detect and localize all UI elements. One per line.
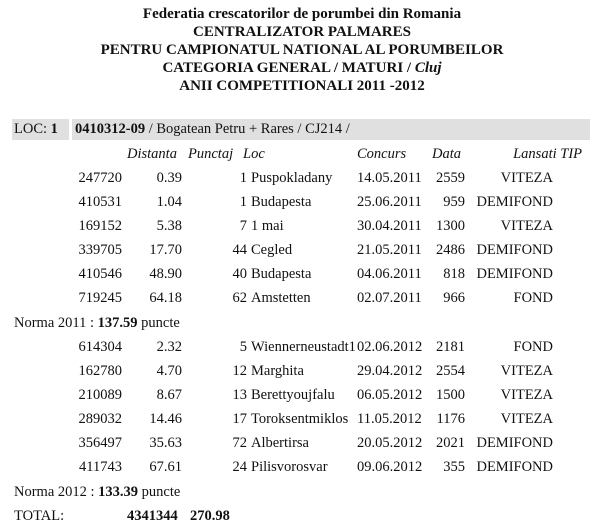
table-row: [0, 410, 604, 434]
header-lansati-tip: Lansati TIP: [513, 146, 582, 162]
cell-concurs: 1 mai: [251, 218, 284, 234]
cell-tip: DEMIFOND: [476, 459, 553, 475]
cell-lansati: 1500: [436, 387, 465, 403]
cell-loc: 62: [232, 290, 247, 306]
total-distanta: 4341344: [127, 508, 178, 524]
cell-concurs: Amstetten: [251, 290, 311, 306]
cell-lansati: 966: [443, 290, 465, 306]
cell-tip: DEMIFOND: [476, 266, 553, 282]
total-label: TOTAL:: [14, 508, 65, 524]
cell-distanta: 410546: [78, 266, 122, 282]
norma-label: Norma 2012 :: [14, 484, 99, 500]
cell-data: 29.04.2012: [357, 363, 423, 379]
cell-distanta: 289032: [78, 411, 122, 427]
cell-loc: 24: [232, 459, 247, 475]
total-punctaj: 270.98: [190, 508, 230, 524]
region: Cluj: [414, 60, 442, 76]
norma-unit: puncte: [137, 315, 180, 331]
cell-lansati: 1300: [436, 218, 465, 234]
cell-tip: VITEZA: [500, 170, 553, 186]
table-row: [0, 458, 604, 482]
cell-distanta: 410531: [78, 194, 122, 210]
competition-years: ANII COMPETITIONALI 2011 -2012: [179, 78, 425, 94]
norma-unit: puncte: [138, 484, 181, 500]
header-loc: Loc: [243, 146, 265, 162]
header-data: Data: [432, 146, 461, 162]
cell-loc: 12: [232, 363, 247, 379]
cell-data: 06.05.2012: [357, 387, 423, 403]
cell-data: 02.06.2012: [357, 339, 423, 355]
cell-distanta: 339705: [78, 242, 122, 258]
cell-loc: 13: [232, 387, 247, 403]
cell-punctaj: 5.38: [156, 218, 182, 234]
cell-concurs: Cegled: [251, 242, 293, 258]
cell-lansati: 2554: [436, 363, 465, 379]
cell-tip: DEMIFOND: [476, 435, 553, 451]
owner-details: / Bogatean Petru + Rares / CJ214 /: [145, 121, 350, 137]
cell-punctaj: 48.90: [149, 266, 182, 282]
table-row: [0, 362, 604, 386]
cell-tip: FOND: [513, 339, 553, 355]
cell-punctaj: 35.63: [149, 435, 182, 451]
table-row: [0, 193, 604, 217]
cell-concurs: Pilisvorosvar: [251, 459, 328, 475]
cell-lansati: 2181: [436, 339, 465, 355]
cell-data: 21.05.2011: [357, 242, 422, 258]
championship-title: PENTRU CAMPIONATUL NATIONAL AL PORUMBEILOR: [100, 42, 504, 58]
cell-tip: VITEZA: [500, 363, 553, 379]
cell-data: 04.06.2011: [357, 266, 422, 282]
cell-tip: VITEZA: [500, 387, 553, 403]
cell-tip: VITEZA: [500, 218, 553, 234]
table-row: [0, 289, 604, 313]
cell-loc: 17: [232, 411, 247, 427]
cell-lansati: 959: [443, 194, 465, 210]
table-row: [0, 265, 604, 289]
cell-lansati: 818: [443, 266, 465, 282]
cell-tip: FOND: [513, 290, 553, 306]
cell-punctaj: 67.61: [149, 459, 182, 475]
norma-value: 137.59: [97, 315, 138, 331]
cell-loc: 1: [239, 194, 247, 210]
table-row: [0, 338, 604, 362]
cell-tip: VITEZA: [500, 411, 553, 427]
header-punctaj: Punctaj: [188, 146, 234, 162]
federation-name: Federatia crescatorilor de porumbei din Romania: [142, 6, 462, 22]
loc-label: [14, 120, 58, 138]
cell-data: 02.07.2011: [357, 290, 422, 306]
cell-punctaj: 17.70: [149, 242, 182, 258]
cell-data: 20.05.2012: [357, 435, 423, 451]
table-row: [0, 241, 604, 265]
cell-concurs: Budapesta: [251, 194, 312, 210]
cell-loc: 5: [239, 339, 247, 355]
cell-loc: 7: [239, 218, 247, 234]
cell-punctaj: 0.39: [156, 170, 182, 186]
cell-distanta: 162780: [78, 363, 122, 379]
cell-data: 25.06.2011: [357, 194, 422, 210]
cell-punctaj: 1.04: [156, 194, 182, 210]
cell-punctaj: 14.46: [149, 411, 182, 427]
loc-rank: 1: [50, 121, 58, 137]
ring-number: 0410312-09: [75, 121, 146, 137]
cell-lansati: 2559: [436, 170, 465, 186]
cell-data: 09.06.2012: [357, 459, 423, 475]
cell-punctaj: 2.32: [156, 339, 182, 355]
cell-distanta: 247720: [78, 170, 122, 186]
cell-loc: 40: [232, 266, 247, 282]
header-concurs: Concurs: [357, 146, 407, 162]
cell-lansati: 1176: [436, 411, 465, 427]
cell-loc: 44: [232, 242, 247, 258]
document-title: CENTRALIZATOR PALMARES: [193, 24, 411, 40]
cell-lansati: 2021: [436, 435, 465, 451]
cell-distanta: 356497: [78, 435, 122, 451]
table-row: [0, 434, 604, 458]
cell-lansati: 2486: [436, 242, 465, 258]
table-row: [0, 217, 604, 241]
loc-details: [75, 120, 350, 138]
cell-distanta: 614304: [78, 339, 122, 355]
loc-text: LOC:: [14, 121, 48, 137]
table-row: [0, 169, 604, 193]
table-row: [0, 386, 604, 410]
cell-concurs: Budapesta: [251, 266, 312, 282]
cell-concurs: Berettyoujfalu: [251, 387, 335, 403]
cell-lansati: 355: [443, 459, 465, 475]
cell-data: 11.05.2012: [357, 411, 422, 427]
cell-data: 14.05.2011: [357, 170, 422, 186]
norma-label: Norma 2011 :: [14, 315, 98, 331]
loc-divider: [69, 119, 72, 140]
cell-distanta: 719245: [78, 290, 122, 306]
cell-concurs: Toroksentmiklos: [251, 411, 349, 427]
norma-2011: [14, 314, 180, 332]
cell-concurs: Puspokladany: [251, 170, 333, 186]
cell-distanta: 210089: [78, 387, 122, 403]
cell-tip: DEMIFOND: [476, 194, 553, 210]
header-distanta: Distanta: [127, 146, 177, 162]
cell-distanta: 411743: [79, 459, 122, 475]
cell-punctaj: 64.18: [149, 290, 182, 306]
cell-punctaj: 8.67: [156, 387, 182, 403]
cell-tip: DEMIFOND: [476, 242, 553, 258]
cell-distanta: 169152: [78, 218, 122, 234]
cell-data: 30.04.2011: [357, 218, 422, 234]
cell-concurs: Albertirsa: [251, 435, 309, 451]
cell-punctaj: 4.70: [156, 363, 182, 379]
category-text: CATEGORIA GENERAL / MATURI /: [162, 60, 415, 76]
cell-loc: 1: [239, 170, 247, 186]
category-line: [0, 59, 604, 77]
cell-loc: 72: [232, 435, 247, 451]
norma-2012: [14, 483, 180, 501]
cell-concurs: Marghita: [251, 363, 304, 379]
norma-value: 133.39: [98, 484, 139, 500]
column-headers: [0, 145, 604, 169]
cell-concurs: Wiennerneustadt1: [251, 339, 356, 355]
